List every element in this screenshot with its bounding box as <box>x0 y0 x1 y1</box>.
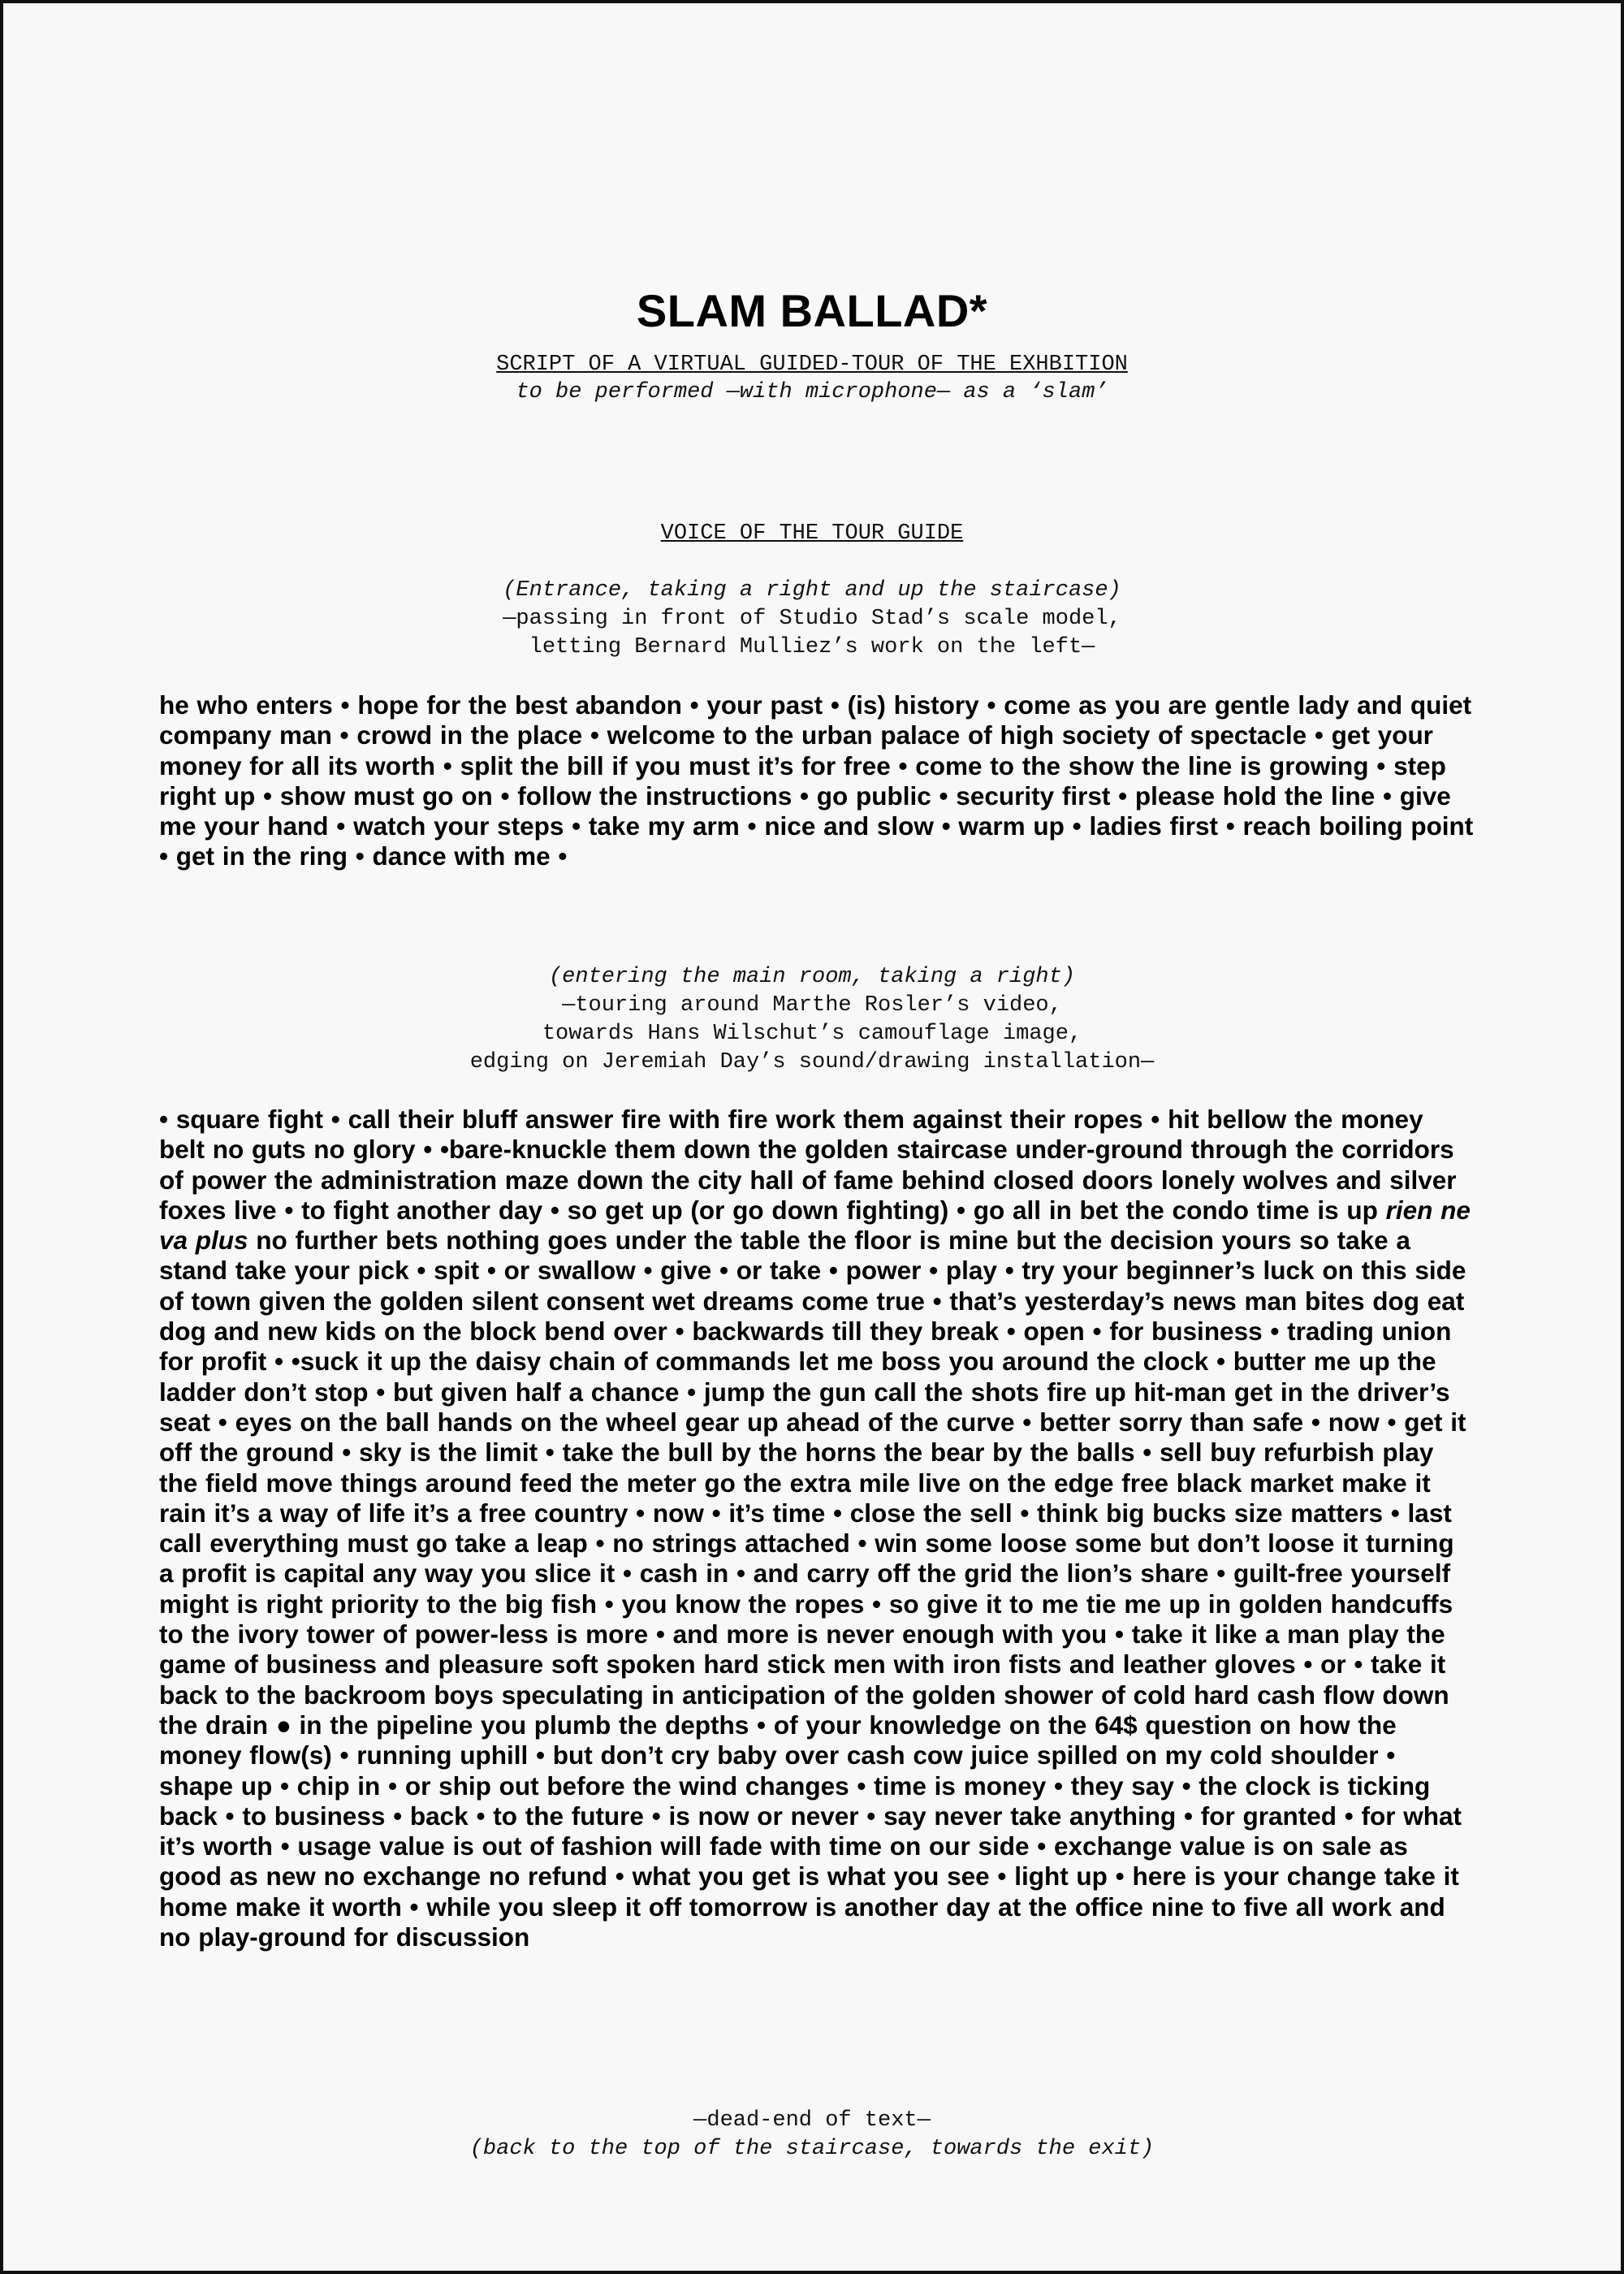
stage-direction-line: letting Bernard Mulliez’s work on the left— <box>529 635 1095 659</box>
stage-direction-line: edging on Jeremiah Day’s sound/drawing installation— <box>469 1050 1155 1074</box>
slam-paragraph-2 <box>159 1105 1475 1952</box>
stage-direction-title: (entering the main room, taking a right) <box>548 965 1076 989</box>
italic-phrase: rien ne va plus <box>159 1195 1471 1256</box>
end-of-text-line: —dead-end of text— <box>693 2108 931 2133</box>
stage-direction-line: —touring around Marthe Rosler’s video, <box>562 993 1062 1018</box>
subtitle-block <box>3 351 1621 406</box>
stage-direction-title: (Entrance, taking a right and up the staircase) <box>503 578 1121 603</box>
stage-direction-line: —passing in front of Studio Stad’s scale model, <box>503 607 1121 631</box>
exit-direction: (back to the top of the staircase, towards the exit) <box>469 2137 1155 2161</box>
stage-direction-entrance <box>3 577 1621 662</box>
subtitle-script-line: SCRIPT OF A VIRTUAL GUIDED-TOUR OF THE EXHBITION <box>496 352 1128 377</box>
stage-direction-line: towards Hans Wilschut’s camouflage image, <box>542 1022 1082 1046</box>
paragraph-text: no further bets nothing goes under the table the floor is mine but the decision yours so take a stand take your pick • spit • or swallow • give • or take • power • play • try your beginner’s luck on this side of town given the golden silent consent wet dreams come true • that’s yesterday’s news man bites dog eat dog and new kids on the block bend over • backwards till they break • open • for business • trading union for profit • •suck it up the daisy chain of commands let me boss you around the clock • butter me up the ladder don’t stop • but given half a chance • jump the gun call the shots fire up hit-man get in the driver’s seat • eyes on the ball hands on the wheel gear up ahead of the curve • better sorry than safe • now • get it off the ground • sky is the limit • take the bull by the horns the bear by the balls • sell buy refurbish play the field move things around feed the meter go the extra mile live on the edge free black market make it rain it’s a way of life it’s a free country • now • it’s time • close the sell • think big bucks size matters • last call everything must go take a leap • no strings attached • win some loose some but don’t loose it turning a profit is capital any way you slice it • cash in • and carry off the grid the lion’s share • guilt-free yourself might is right priority to the big fish • you know the ropes • so give it to me tie me up in golden handcuffs to the ivory tower of power-less is more • and more is never enough with you • take it like a man play the game of business and pleasure soft spoken hard stick men with iron fists and leather gloves • or • take it back to the backroom boys speculating in anticipation of the golden shower of cold hard cash flow down the drain ● in the pipeline you plumb the depths • of your knowledge on the 64$ question on how the money flow(s) • running uphill • but don’t cry baby over cash cow juice spilled on my cold shoulder • shape up • chip in • or ship out before the wind changes • time is money • they say • the clock is ticking back • to business • back • to the future • is now or never • say never take anything • for granted • for what it’s worth • usage value is out of fashion will fade with time on our side • exchange value is on sale as good as new no exchange no refund • what you get is what you see • light up • here is your change take it home make it worth • while you sleep it off tomorrow is another day at the office nine to five all work and no play-ground for discussion <box>159 1226 1466 1952</box>
stage-direction-main-room <box>3 963 1621 1077</box>
page-title: SLAM BALLAD* <box>636 285 988 336</box>
section-heading: VOICE OF THE TOUR GUIDE <box>660 521 964 546</box>
footer-block <box>3 2107 1621 2164</box>
subtitle-performance-line: to be performed —with microphone— as a ‘slam’ <box>516 380 1108 404</box>
slam-paragraph-1: he who enters • hope for the best abandon • your past • (is) history • come as you are gentle lady and quiet company man • crowd in the place • welcome to the urban palace of high society of spectacle • get your money for all its worth • split the bill if you must it’s for free • come to the show the line is growing • step right up • show must go on • follow the instructions • go public • security first • please hold the line • give me your hand • watch your steps • take my arm • nice and slow • warm up • ladies first • reach boiling point • get in the ring • dance with me • <box>159 690 1474 871</box>
paragraph-text: • square fight • call their bluff answer fire with fire work them against their ropes • hit bellow the money belt no guts no glory • •bare-knuckle them down the golden staircase under-ground through the corridors of power the administration maze down the city hall of fame behind closed doors lonely wolves and silver foxes live • to fight another day • so get up (or go down fighting) • go all in bet the condo time is up <box>159 1105 1457 1225</box>
